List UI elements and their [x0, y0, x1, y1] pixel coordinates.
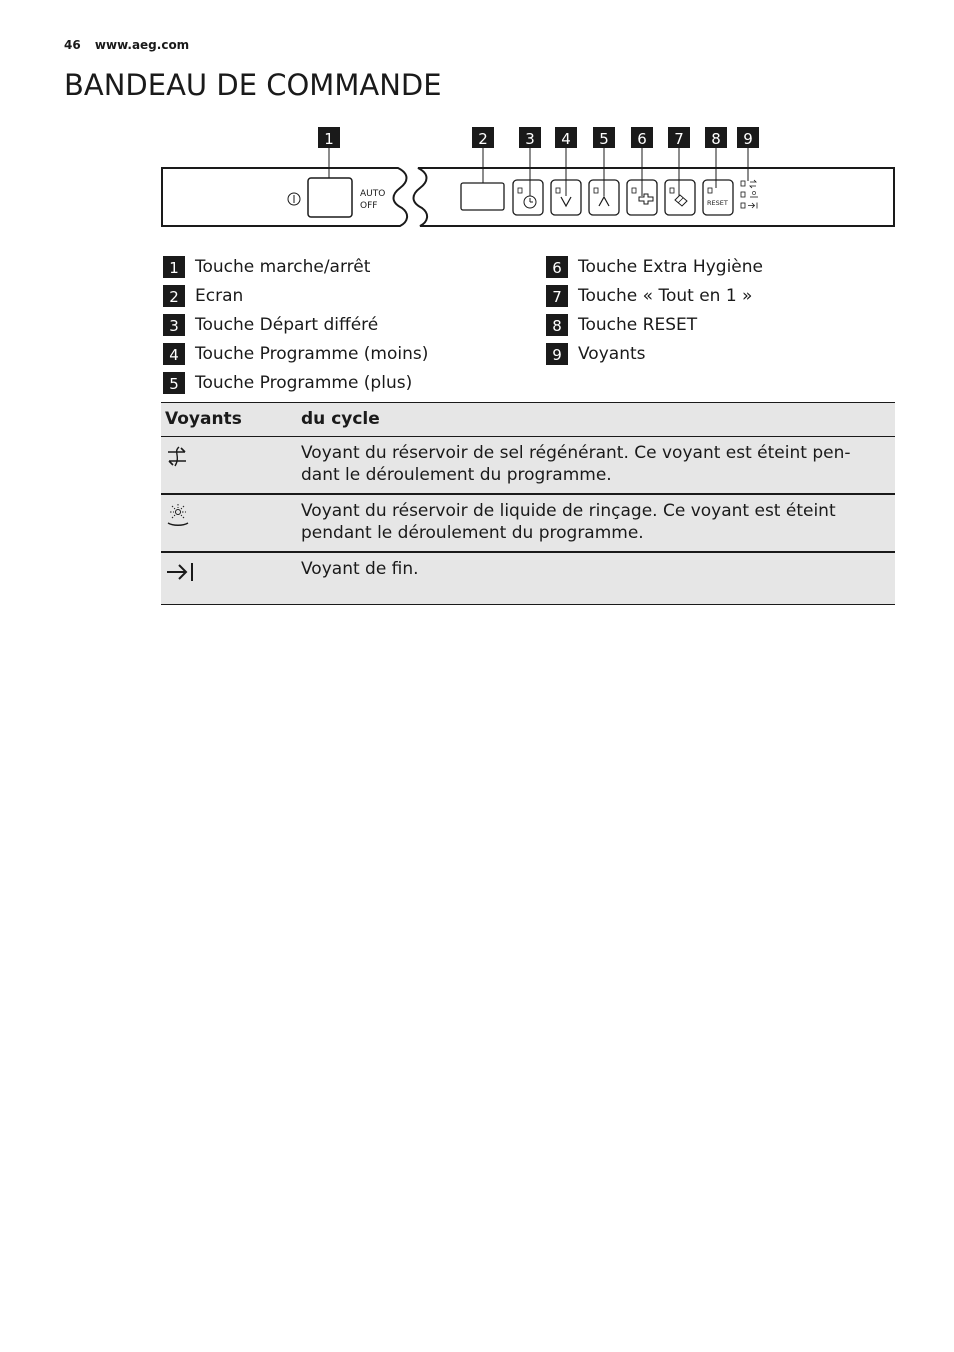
legend-item — [546, 283, 752, 309]
legend-item — [163, 341, 428, 367]
legend-number: 3 — [163, 314, 185, 336]
table-cell-icon — [161, 437, 297, 495]
svg-text:3: 3 — [525, 130, 535, 148]
end-indicator-icon — [165, 560, 195, 584]
table-cell-text — [297, 437, 895, 495]
reset-label: RESET — [707, 199, 728, 207]
legend-number: 2 — [163, 285, 185, 307]
legend-label: Voyants — [578, 344, 646, 364]
svg-text:8: 8 — [711, 130, 721, 148]
description-line: pendant le déroulement du programme. — [301, 523, 644, 543]
legend-number: 1 — [163, 256, 185, 278]
table-cell-icon — [161, 552, 297, 605]
callout-4 — [555, 127, 577, 148]
rinse-aid-indicator-icon — [165, 502, 191, 528]
all-in-one-button — [665, 180, 695, 215]
website: www.aeg.com — [94, 38, 190, 52]
page-number: 46 — [64, 38, 81, 52]
legend-label: Touche Départ différé — [195, 315, 379, 335]
legend-number: 6 — [546, 256, 568, 278]
legend-label: Touche RESET — [578, 315, 698, 335]
legend-number: 8 — [546, 314, 568, 336]
legend-item — [163, 254, 370, 280]
off-label: OFF — [360, 201, 378, 211]
description-line: Voyant du réservoir de sel régénérant. Ce voyant est éteint pen- — [301, 443, 851, 463]
description-line: Voyant du réservoir de liquide de rinçage. Ce voyant est éteint — [301, 501, 836, 521]
svg-text:4: 4 — [561, 130, 571, 148]
callout-7 — [668, 127, 690, 148]
legend-item — [546, 341, 646, 367]
legend-item — [163, 370, 412, 396]
legend-number: 5 — [163, 372, 185, 394]
legend-number: 9 — [546, 343, 568, 365]
control-panel-diagram — [160, 126, 900, 232]
table-cell-icon — [161, 494, 297, 552]
legend — [163, 254, 898, 399]
callout-9 — [737, 127, 759, 148]
display-screen — [461, 183, 504, 210]
svg-text:5: 5 — [599, 130, 609, 148]
svg-text:1: 1 — [324, 130, 334, 148]
table-header-row — [161, 403, 895, 437]
callout-1 — [318, 127, 340, 148]
callout-8 — [705, 127, 727, 148]
table-cell-text — [297, 494, 895, 552]
legend-item — [163, 283, 243, 309]
table-header-cell: Voyants — [161, 403, 297, 437]
svg-text:7: 7 — [674, 130, 684, 148]
legend-item — [163, 312, 378, 338]
description-line: dant le déroulement du programme. — [301, 465, 612, 485]
table-row — [161, 437, 895, 495]
legend-item — [546, 312, 697, 338]
legend-label: Touche Extra Hygiène — [578, 257, 763, 277]
delay-start-button — [513, 180, 543, 215]
table-row — [161, 552, 895, 605]
legend-item — [546, 254, 763, 280]
table-row — [161, 494, 895, 552]
callout-2 — [472, 127, 494, 148]
callout-6 — [631, 127, 653, 148]
table-cell-text — [297, 552, 895, 605]
legend-number: 4 — [163, 343, 185, 365]
legend-label: Touche « Tout en 1 » — [578, 286, 753, 306]
page-header — [64, 38, 189, 52]
legend-label: Touche marche/arrêt — [195, 257, 371, 277]
description-line: Voyant de fin. — [301, 559, 419, 579]
auto-label: AUTO — [360, 189, 386, 199]
indicators-table — [161, 402, 895, 605]
legend-label: Touche Programme (moins) — [195, 344, 429, 364]
callout-3 — [519, 127, 541, 148]
legend-number: 7 — [546, 285, 568, 307]
power-icon — [288, 193, 300, 205]
indicator-lights — [741, 180, 758, 209]
svg-text:2: 2 — [478, 130, 488, 148]
svg-text:9: 9 — [743, 130, 753, 148]
salt-indicator-icon — [165, 444, 189, 470]
on-off-button — [308, 178, 352, 217]
table-header-cell: du cycle — [297, 403, 895, 437]
svg-text:6: 6 — [637, 130, 647, 148]
legend-label: Ecran — [195, 286, 244, 306]
reset-button — [703, 180, 733, 215]
callout-5 — [593, 127, 615, 148]
legend-label: Touche Programme (plus) — [195, 373, 413, 393]
page-title: BANDEAU DE COMMANDE — [64, 68, 442, 102]
